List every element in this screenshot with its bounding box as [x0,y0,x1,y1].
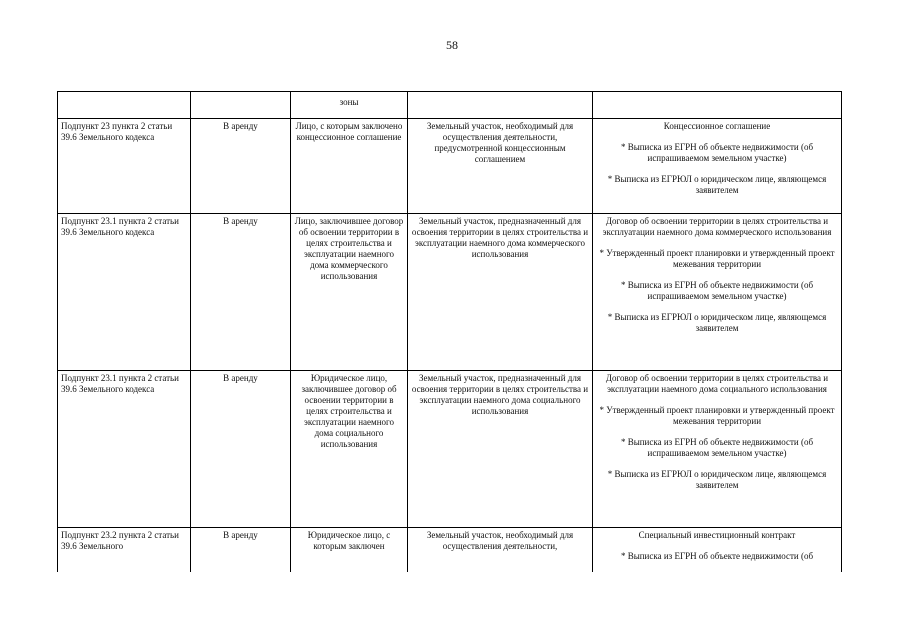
document-item: * Выписка из ЕГРН об объекте недвижимости (об испрашиваемом земельном участке) [620,437,814,458]
cell-basis: Подпункт 23.2 пункта 2 статьи 39.6 Земельного [58,528,191,573]
document-item: Договор об освоении территории в целях строительства и эксплуатации наемного дома социального использования [605,373,829,394]
table-row [58,119,842,214]
cell-right-type: В аренду [191,528,291,573]
document-table [57,91,842,572]
cell-applicant: Юридическое лицо, заключившее договор об освоении территории в целях строительства и эксплуатации наемного дома социального использования [291,371,408,528]
cell-docs [593,371,842,528]
cell-docs [593,528,842,573]
cell-basis: Подпункт 23.1 пункта 2 статьи 39.6 Земельного кодекса [58,371,191,528]
cell-plot: Земельный участок, предназначенный для освоения территории в целях строительства и эксплуатации наемного дома коммерческого использования [408,214,593,371]
document-item: * Утвержденный проект планировки и утвержденный проект межевания территории [599,405,835,426]
cell-plot [408,92,593,119]
cell-applicant: Лицо, заключившее договор об освоении территории в целях строительства и эксплуатации наемного дома коммерческого использования [291,214,408,371]
cell-right-type: В аренду [191,214,291,371]
cell-plot: Земельный участок, необходимый для осуществления деятельности, [408,528,593,573]
cell-docs [593,214,842,371]
cell-right-type: В аренду [191,119,291,214]
cell-right-type [191,92,291,119]
document-item: * Выписка из ЕГРН об объекте недвижимости (об [620,551,814,561]
document-item: Договор об освоении территории в целях строительства и эксплуатации наемного дома коммерческого использования [602,216,832,237]
cell-basis [58,92,191,119]
cell-plot: Земельный участок, необходимый для осуществления деятельности, предусмотренной концессионным соглашением [408,119,593,214]
document-item: * Выписка из ЕГРЮЛ о юридическом лице, являющемся заявителем [607,174,827,195]
document-item: Концессионное соглашение [663,121,771,131]
cell-basis: Подпункт 23 пункта 2 статьи 39.6 Земельного кодекса [58,119,191,214]
document-item: * Выписка из ЕГРН об объекте недвижимости (об испрашиваемом земельном участке) [620,280,814,301]
document-item: Специальный инвестиционный контракт [638,530,796,540]
table-row [58,371,842,528]
cell-plot: Земельный участок, предназначенный для освоения территории в целях строительства и эксплуатации наемного дома социального использования [408,371,593,528]
cell-docs [593,119,842,214]
page-number: 58 [446,38,458,52]
table-row [58,214,842,371]
cell-basis: Подпункт 23.1 пункта 2 статьи 39.6 Земельного кодекса [58,214,191,371]
table-row-continued [58,92,842,119]
cell-applicant: зоны [291,92,408,119]
table-row [58,528,842,573]
cell-docs [593,92,842,119]
document-item: * Выписка из ЕГРЮЛ о юридическом лице, являющемся заявителем [607,312,827,333]
document-item: * Выписка из ЕГРЮЛ о юридическом лице, являющемся заявителем [607,469,827,490]
cell-applicant: Лицо, с которым заключено концессионное соглашение [291,119,408,214]
cell-applicant: Юридическое лицо, с которым заключен [291,528,408,573]
document-item: * Выписка из ЕГРН об объекте недвижимости (об испрашиваемом земельном участке) [620,142,814,163]
cell-right-type: В аренду [191,371,291,528]
document-item: * Утвержденный проект планировки и утвержденный проект межевания территории [599,248,835,269]
